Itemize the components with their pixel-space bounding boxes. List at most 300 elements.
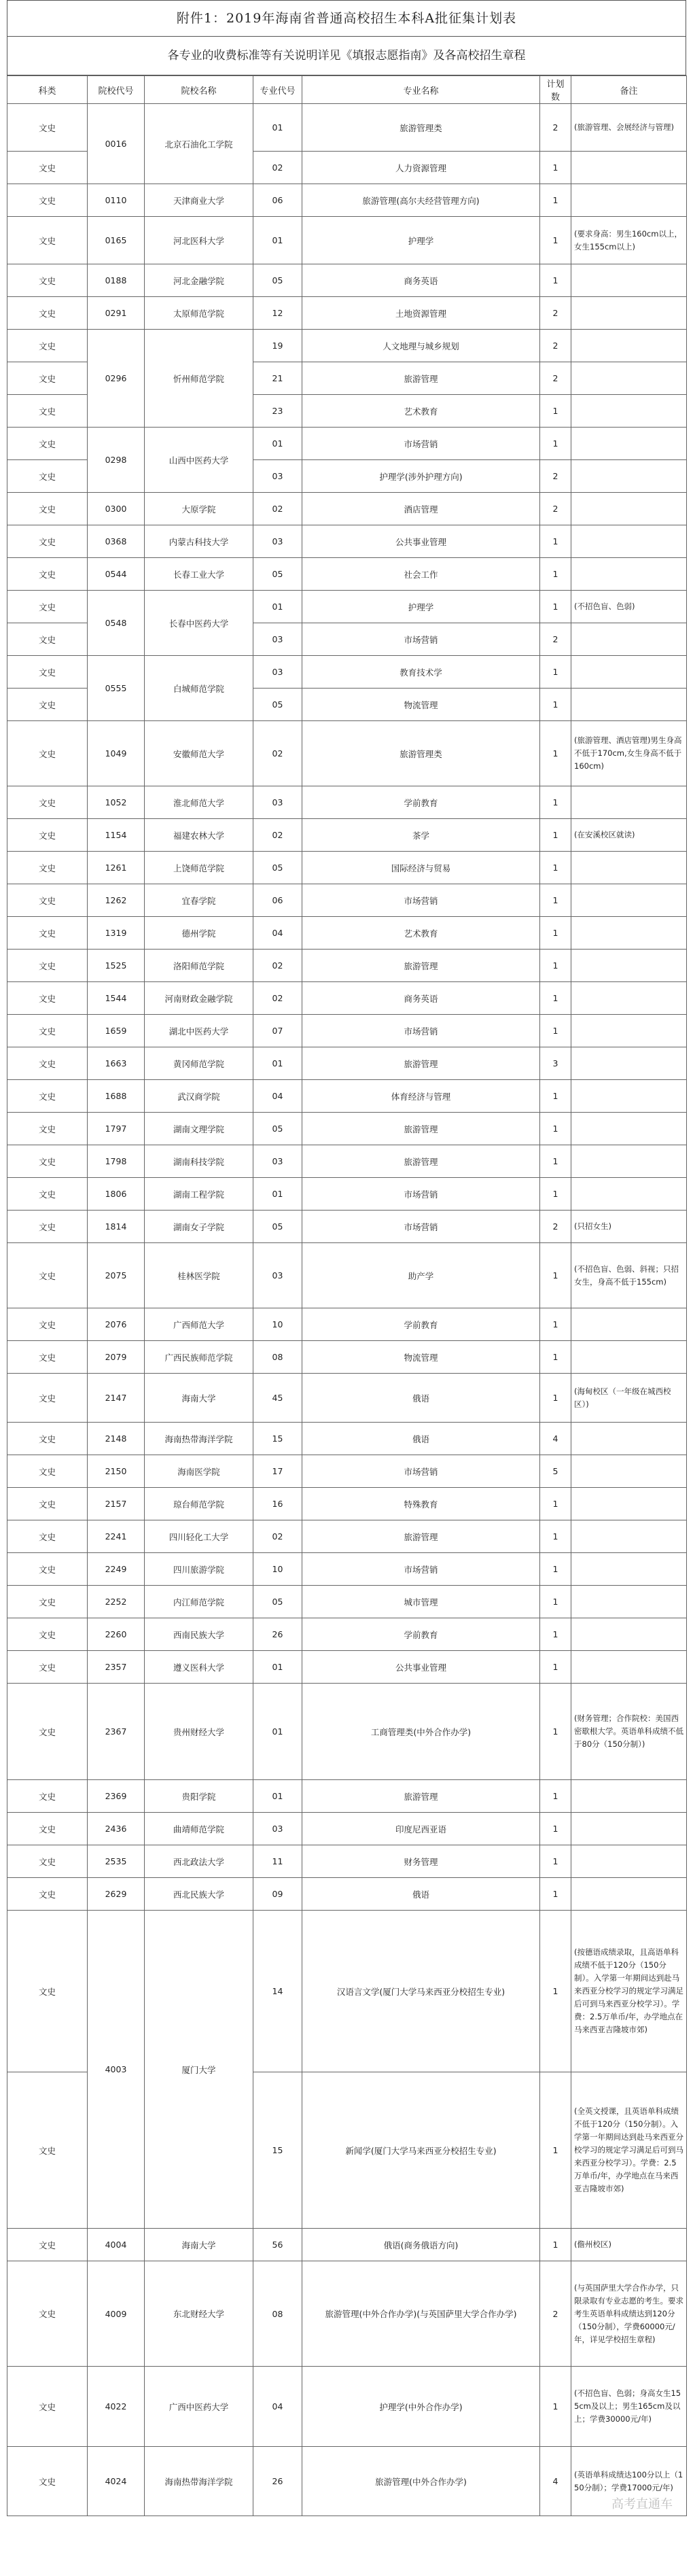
table-row	[7, 884, 687, 917]
header-cell: 计划数	[540, 76, 571, 104]
category-cell: 文史	[7, 104, 88, 152]
plan-count-cell: 1	[540, 1308, 571, 1341]
school-name-cell: 遵义医科大学	[145, 1651, 253, 1684]
school-name-cell: 贵州财经大学	[145, 1684, 253, 1780]
school-code-cell: 0188	[88, 264, 145, 297]
table-row	[7, 917, 687, 950]
school-code-cell: 2150	[88, 1455, 145, 1488]
major-name-cell: 艺术教育	[302, 395, 540, 428]
major-name-cell: 工商管理类(中外合作办学)	[302, 1684, 540, 1780]
major-name-cell: 新闻学(厦门大学马来西亚分校招生专业)	[302, 2072, 540, 2229]
major-name-cell: 旅游管理(高尔夫经营管理方向)	[302, 184, 540, 217]
remark-cell	[571, 1341, 687, 1374]
major-name-cell: 旅游管理(中外合作办学)	[302, 2447, 540, 2516]
category-cell: 文史	[7, 656, 88, 689]
major-name-cell: 国际经济与贸易	[302, 852, 540, 884]
major-code-cell: 56	[253, 2229, 302, 2261]
major-code-cell: 06	[253, 884, 302, 917]
major-code-cell: 11	[253, 1845, 302, 1878]
school-name-cell: 西北政法大学	[145, 1845, 253, 1878]
plan-count-cell: 2	[540, 362, 571, 395]
school-code-cell: 1261	[88, 852, 145, 884]
table-row	[7, 1780, 687, 1813]
major-code-cell: 01	[253, 1651, 302, 1684]
school-name-cell: 河南财政金融学院	[145, 982, 253, 1015]
remark-cell	[571, 1618, 687, 1651]
plan-count-cell: 1	[540, 1553, 571, 1586]
table-row	[7, 786, 687, 819]
table-row	[7, 1586, 687, 1618]
school-code-cell: 0291	[88, 297, 145, 330]
category-cell: 文史	[7, 184, 88, 217]
category-cell: 文史	[7, 1780, 88, 1813]
school-code-cell: 2241	[88, 1520, 145, 1553]
plan-count-cell: 3	[540, 1047, 571, 1080]
school-code-cell: 0368	[88, 525, 145, 558]
school-code-cell: 2148	[88, 1423, 145, 1455]
remark-cell: (英语单科成绩达100分以上（150分制）；学费17000元/年)	[571, 2447, 687, 2516]
remark-cell: (儋州校区)	[571, 2229, 687, 2261]
remark-cell	[571, 1651, 687, 1684]
category-cell: 文史	[7, 1243, 88, 1308]
category-cell: 文史	[7, 721, 88, 786]
school-name-cell: 湖北中医药大学	[145, 1015, 253, 1047]
table-row	[7, 558, 687, 591]
category-cell: 文史	[7, 1015, 88, 1047]
header-cell: 专业代号	[253, 76, 302, 104]
school-name-cell: 山西中医药大学	[145, 428, 253, 493]
major-name-cell: 物流管理	[302, 1341, 540, 1374]
category-cell: 文史	[7, 2447, 88, 2516]
major-name-cell: 财务管理	[302, 1845, 540, 1878]
remark-cell: (不招色盲、色弱；身高女生155cm及以上；男生165cm及以上；学费30000元/年)	[571, 2367, 687, 2447]
plan-count-cell: 1	[540, 819, 571, 852]
table-row	[7, 1878, 687, 1911]
table-row	[7, 1845, 687, 1878]
remark-cell	[571, 297, 687, 330]
plan-count-cell: 1	[540, 1520, 571, 1553]
category-cell: 文史	[7, 2072, 88, 2229]
remark-cell	[571, 1047, 687, 1080]
major-name-cell: 俄语(商务俄语方向)	[302, 2229, 540, 2261]
plan-count-cell: 2	[540, 104, 571, 152]
major-code-cell: 02	[253, 493, 302, 525]
school-name-cell: 海南大学	[145, 1374, 253, 1423]
category-cell: 文史	[7, 2229, 88, 2261]
major-name-cell: 护理学(涉外护理方向)	[302, 460, 540, 493]
plan-count-cell: 4	[540, 2447, 571, 2516]
remark-cell	[571, 1113, 687, 1145]
school-code-cell: 0298	[88, 428, 145, 493]
school-name-cell: 黄冈师范学院	[145, 1047, 253, 1080]
category-cell: 文史	[7, 917, 88, 950]
category-cell: 文史	[7, 1113, 88, 1145]
major-code-cell: 03	[253, 1813, 302, 1845]
remark-cell: (要求身高：男生160cm以上，女生155cm以上)	[571, 217, 687, 264]
remark-cell: (财务管理；合作院校：美国西密歇根大学。英语单科成绩不低于80分（150分制）)	[571, 1684, 687, 1780]
remark-cell	[571, 917, 687, 950]
major-code-cell: 05	[253, 689, 302, 721]
major-code-cell: 05	[253, 264, 302, 297]
school-code-cell: 2252	[88, 1586, 145, 1618]
major-code-cell: 05	[253, 852, 302, 884]
plan-count-cell: 2	[540, 623, 571, 656]
plan-count-cell: 1	[540, 1618, 571, 1651]
table-row	[7, 1618, 687, 1651]
plan-count-cell: 1	[540, 1488, 571, 1520]
plan-count-cell: 1	[540, 721, 571, 786]
plan-count-cell: 2	[540, 330, 571, 362]
category-cell: 文史	[7, 1178, 88, 1211]
table-row	[7, 1455, 687, 1488]
major-code-cell: 04	[253, 2367, 302, 2447]
major-code-cell: 01	[253, 1047, 302, 1080]
major-name-cell: 市场营销	[302, 623, 540, 656]
school-name-cell: 曲靖师范学院	[145, 1813, 253, 1845]
table-row	[7, 1684, 687, 1780]
school-name-cell: 贵阳学院	[145, 1780, 253, 1813]
plan-count-cell: 1	[540, 917, 571, 950]
category-cell: 文史	[7, 1845, 88, 1878]
school-name-cell: 宜春学院	[145, 884, 253, 917]
plan-count-cell: 1	[540, 786, 571, 819]
school-code-cell: 2249	[88, 1553, 145, 1586]
school-name-cell: 武汉商学院	[145, 1080, 253, 1113]
table-row	[7, 1243, 687, 1308]
remark-cell	[571, 1813, 687, 1845]
school-code-cell: 0300	[88, 493, 145, 525]
category-cell: 文史	[7, 1488, 88, 1520]
table-row	[7, 1374, 687, 1423]
major-code-cell: 03	[253, 786, 302, 819]
category-cell: 文史	[7, 152, 88, 184]
plan-count-cell: 1	[540, 1586, 571, 1618]
plan-count-cell: 1	[540, 217, 571, 264]
school-name-cell: 湖南文理学院	[145, 1113, 253, 1145]
school-name-cell: 忻州师范学院	[145, 330, 253, 428]
plan-count-cell: 1	[540, 1145, 571, 1178]
school-name-cell: 海南热带海洋学院	[145, 2447, 253, 2516]
major-name-cell: 护理学(中外合作办学)	[302, 2367, 540, 2447]
table-row	[7, 2447, 687, 2516]
major-name-cell: 公共事业管理	[302, 1651, 540, 1684]
school-name-cell: 海南医学院	[145, 1455, 253, 1488]
plan-count-cell: 2	[540, 2261, 571, 2367]
table-row	[7, 1178, 687, 1211]
plan-count-cell: 1	[540, 1243, 571, 1308]
remark-cell: (不招色盲、色弱、斜视；只招女生，身高不低于155cm)	[571, 1243, 687, 1308]
plan-count-cell: 1	[540, 152, 571, 184]
major-code-cell: 01	[253, 217, 302, 264]
major-code-cell: 16	[253, 1488, 302, 1520]
major-name-cell: 旅游管理	[302, 1520, 540, 1553]
remark-cell	[571, 1488, 687, 1520]
school-name-cell: 天津商业大学	[145, 184, 253, 217]
school-code-cell: 2535	[88, 1845, 145, 1878]
category-cell: 文史	[7, 786, 88, 819]
major-name-cell: 社会工作	[302, 558, 540, 591]
school-name-cell: 洛阳师范学院	[145, 950, 253, 982]
category-cell: 文史	[7, 1145, 88, 1178]
document	[7, 0, 686, 2516]
school-name-cell: 四川轻化工大学	[145, 1520, 253, 1553]
major-code-cell: 10	[253, 1553, 302, 1586]
category-cell: 文史	[7, 884, 88, 917]
major-name-cell: 旅游管理(中外合作办学)(与英国萨里大学合作办学)	[302, 2261, 540, 2367]
header-cell: 院校名称	[145, 76, 253, 104]
plan-count-cell: 1	[540, 852, 571, 884]
school-code-cell: 4004	[88, 2229, 145, 2261]
school-name-cell: 湖南科技学院	[145, 1145, 253, 1178]
school-code-cell: 1806	[88, 1178, 145, 1211]
major-name-cell: 旅游管理	[302, 1047, 540, 1080]
major-code-cell: 01	[253, 104, 302, 152]
major-code-cell: 10	[253, 1308, 302, 1341]
table-row	[7, 1341, 687, 1374]
plan-count-cell: 4	[540, 1423, 571, 1455]
major-code-cell: 23	[253, 395, 302, 428]
major-code-cell: 05	[253, 558, 302, 591]
school-name-cell: 河北金融学院	[145, 264, 253, 297]
table-header	[7, 76, 687, 104]
major-name-cell: 学前教育	[302, 1618, 540, 1651]
major-name-cell: 市场营销	[302, 1553, 540, 1586]
school-code-cell: 1049	[88, 721, 145, 786]
school-code-cell: 2147	[88, 1374, 145, 1423]
major-code-cell: 14	[253, 1911, 302, 2072]
table-row	[7, 104, 687, 152]
category-cell: 文史	[7, 558, 88, 591]
school-code-cell: 2079	[88, 1341, 145, 1374]
remark-cell	[571, 1878, 687, 1911]
remark-cell	[571, 428, 687, 460]
plan-count-cell: 1	[540, 1178, 571, 1211]
remark-cell	[571, 852, 687, 884]
major-code-cell: 01	[253, 1684, 302, 1780]
category-cell: 文史	[7, 852, 88, 884]
plan-count-cell: 1	[540, 1015, 571, 1047]
major-code-cell: 03	[253, 656, 302, 689]
school-name-cell: 四川旅游学院	[145, 1553, 253, 1586]
table-row	[7, 493, 687, 525]
school-name-cell: 海南热带海洋学院	[145, 1423, 253, 1455]
major-name-cell: 物流管理	[302, 689, 540, 721]
plan-count-cell: 1	[540, 1684, 571, 1780]
page-title: 附件1：2019年海南省普通高校招生本科A批征集计划表	[7, 0, 686, 36]
plan-count-cell: 1	[540, 1080, 571, 1113]
table-row	[7, 852, 687, 884]
plan-count-cell: 1	[540, 884, 571, 917]
school-code-cell: 0544	[88, 558, 145, 591]
category-cell: 文史	[7, 2367, 88, 2447]
remark-cell	[571, 623, 687, 656]
remark-cell	[571, 1520, 687, 1553]
plan-count-cell: 1	[540, 1845, 571, 1878]
plan-count-cell: 1	[540, 2072, 571, 2229]
major-code-cell: 21	[253, 362, 302, 395]
major-code-cell: 01	[253, 1178, 302, 1211]
watermark: 高考直通车	[611, 2497, 673, 2511]
school-code-cell: 1544	[88, 982, 145, 1015]
category-cell: 文史	[7, 689, 88, 721]
school-code-cell: 2075	[88, 1243, 145, 1308]
school-name-cell: 湖南工程学院	[145, 1178, 253, 1211]
school-name-cell: 安徽师范大学	[145, 721, 253, 786]
plan-count-cell: 1	[540, 525, 571, 558]
table-row	[7, 1813, 687, 1845]
school-code-cell: 2369	[88, 1780, 145, 1813]
major-code-cell: 08	[253, 1341, 302, 1374]
plan-count-cell: 1	[540, 395, 571, 428]
major-name-cell: 旅游管理	[302, 1145, 540, 1178]
school-code-cell: 2260	[88, 1618, 145, 1651]
school-code-cell: 1659	[88, 1015, 145, 1047]
plan-count-cell: 2	[540, 1211, 571, 1243]
category-cell: 文史	[7, 982, 88, 1015]
major-name-cell: 俄语	[302, 1423, 540, 1455]
plan-count-cell: 1	[540, 689, 571, 721]
major-name-cell: 茶学	[302, 819, 540, 852]
major-name-cell: 艺术教育	[302, 917, 540, 950]
plan-count-cell: 1	[540, 1113, 571, 1145]
remark-cell	[571, 884, 687, 917]
school-name-cell: 湖南女子学院	[145, 1211, 253, 1243]
major-name-cell: 市场营销	[302, 1015, 540, 1047]
category-cell: 文史	[7, 1455, 88, 1488]
remark-cell	[571, 689, 687, 721]
table-row	[7, 1015, 687, 1047]
remark-cell	[571, 1780, 687, 1813]
plan-count-cell: 2	[540, 297, 571, 330]
major-name-cell: 学前教育	[302, 1308, 540, 1341]
remark-cell: (全英文授课，且英语单科成绩不低于120分（150分制）。入学第一年期间达到赴马来西亚分校学习的规定学习满足后可到马来西亚分校学习）。学费：2.5万单币/年，办学地点在马来西亚吉隆坡市郊)	[571, 2072, 687, 2229]
major-name-cell: 人力资源管理	[302, 152, 540, 184]
major-name-cell: 旅游管理	[302, 1113, 540, 1145]
school-code-cell: 0548	[88, 591, 145, 656]
category-cell: 文史	[7, 493, 88, 525]
major-name-cell: 旅游管理	[302, 1780, 540, 1813]
major-name-cell: 人文地理与城乡规划	[302, 330, 540, 362]
table-row	[7, 950, 687, 982]
major-code-cell: 15	[253, 2072, 302, 2229]
category-cell: 文史	[7, 395, 88, 428]
major-code-cell: 05	[253, 1211, 302, 1243]
school-code-cell: 4003	[88, 1911, 145, 2229]
remark-cell: (只招女生)	[571, 1211, 687, 1243]
plan-count-cell: 1	[540, 184, 571, 217]
school-code-cell: 0165	[88, 217, 145, 264]
table-row	[7, 428, 687, 460]
table-row	[7, 1047, 687, 1080]
remark-cell	[571, 1015, 687, 1047]
table-row	[7, 1308, 687, 1341]
school-name-cell: 内蒙古科技大学	[145, 525, 253, 558]
school-code-cell: 1319	[88, 917, 145, 950]
remark-cell	[571, 330, 687, 362]
school-name-cell: 西北民族大学	[145, 1878, 253, 1911]
school-name-cell: 海南大学	[145, 2229, 253, 2261]
category-cell: 文史	[7, 950, 88, 982]
table-row	[7, 1488, 687, 1520]
major-code-cell: 03	[253, 1145, 302, 1178]
remark-cell: (在安溪校区就读)	[571, 819, 687, 852]
school-code-cell: 2629	[88, 1878, 145, 1911]
remark-cell: (不招色盲、色弱)	[571, 591, 687, 623]
table-row	[7, 525, 687, 558]
category-cell: 文史	[7, 819, 88, 852]
table-row	[7, 721, 687, 786]
plan-count-cell: 5	[540, 1455, 571, 1488]
category-cell: 文史	[7, 1586, 88, 1618]
category-cell: 文史	[7, 525, 88, 558]
remark-cell	[571, 152, 687, 184]
remark-cell	[571, 558, 687, 591]
school-name-cell: 河北医科大学	[145, 217, 253, 264]
plan-count-cell: 2	[540, 460, 571, 493]
table-row	[7, 184, 687, 217]
school-code-cell: 1798	[88, 1145, 145, 1178]
school-code-cell: 0110	[88, 184, 145, 217]
header-cell: 备注	[571, 76, 687, 104]
major-code-cell: 26	[253, 2447, 302, 2516]
major-code-cell: 15	[253, 1423, 302, 1455]
major-name-cell: 公共事业管理	[302, 525, 540, 558]
school-code-cell: 2076	[88, 1308, 145, 1341]
table-row	[7, 264, 687, 297]
major-code-cell: 01	[253, 1780, 302, 1813]
school-name-cell: 长春中医药大学	[145, 591, 253, 656]
major-name-cell: 特殊教育	[302, 1488, 540, 1520]
table-row	[7, 1145, 687, 1178]
category-cell: 文史	[7, 1047, 88, 1080]
school-code-cell: 4022	[88, 2367, 145, 2447]
category-cell: 文史	[7, 591, 88, 623]
school-code-cell: 0296	[88, 330, 145, 428]
major-name-cell: 护理学	[302, 591, 540, 623]
remark-cell	[571, 786, 687, 819]
category-cell: 文史	[7, 1911, 88, 2072]
table-row	[7, 1113, 687, 1145]
major-name-cell: 土地资源管理	[302, 297, 540, 330]
category-cell: 文史	[7, 1878, 88, 1911]
school-name-cell: 广西民族师范学院	[145, 1341, 253, 1374]
major-code-cell: 04	[253, 1080, 302, 1113]
plan-table	[7, 75, 687, 2516]
major-code-cell: 02	[253, 982, 302, 1015]
school-name-cell: 琼台师范学院	[145, 1488, 253, 1520]
plan-count-cell: 1	[540, 1780, 571, 1813]
remark-cell	[571, 1586, 687, 1618]
major-code-cell: 45	[253, 1374, 302, 1423]
school-code-cell: 0555	[88, 656, 145, 721]
table-row	[7, 1911, 687, 2072]
plan-count-cell: 2	[540, 493, 571, 525]
major-name-cell: 印度尼西亚语	[302, 1813, 540, 1845]
major-code-cell: 02	[253, 721, 302, 786]
table-row	[7, 656, 687, 689]
major-code-cell: 05	[253, 1586, 302, 1618]
major-name-cell: 体育经济与管理	[302, 1080, 540, 1113]
table-row	[7, 1211, 687, 1243]
plan-count-cell: 1	[540, 1651, 571, 1684]
major-code-cell: 03	[253, 525, 302, 558]
school-code-cell: 2357	[88, 1651, 145, 1684]
table-row	[7, 2229, 687, 2261]
school-code-cell: 1262	[88, 884, 145, 917]
plan-count-cell: 1	[540, 950, 571, 982]
table-row	[7, 1080, 687, 1113]
school-code-cell: 2436	[88, 1813, 145, 1845]
